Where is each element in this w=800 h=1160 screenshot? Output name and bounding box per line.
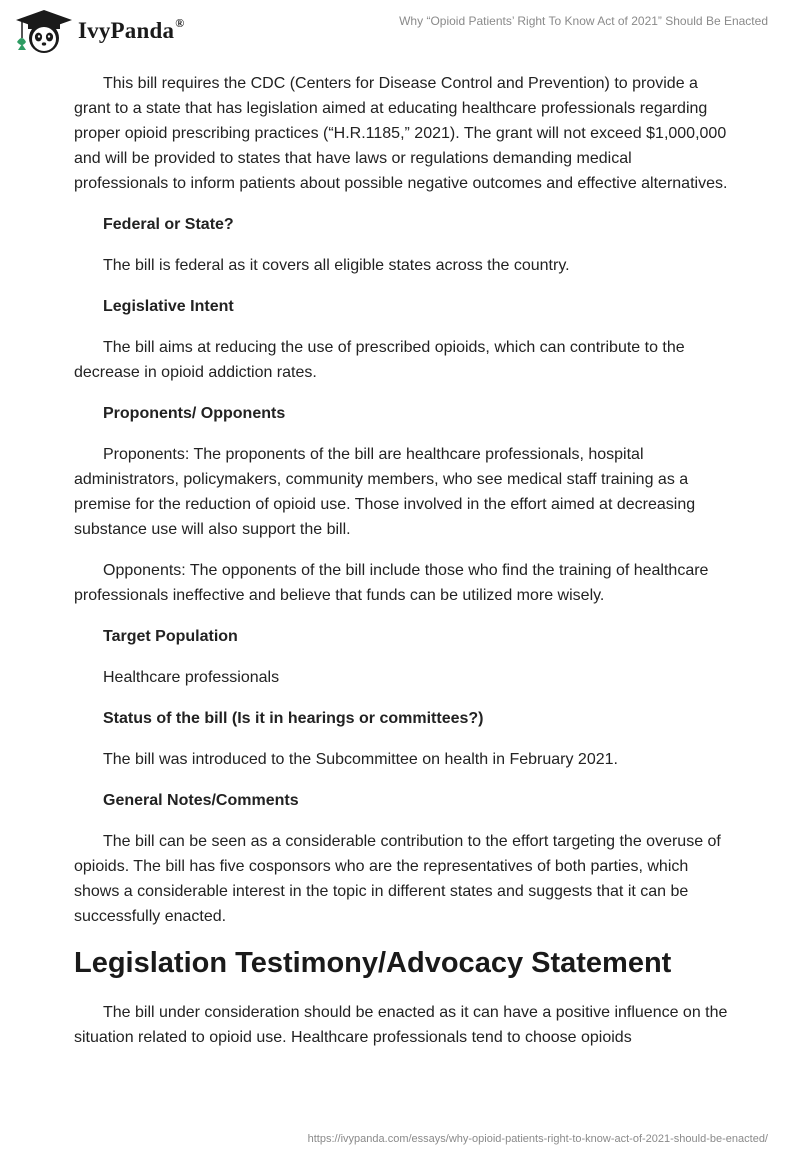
ivypanda-logo[interactable]: [14, 8, 214, 56]
paragraph-bill-requirements: This bill requires the CDC (Centers for Disease Control and Prevention) to provide a grant to a state that has legislation aimed at educating healthcare professionals regarding proper opioid prescribing practices (“H.R.1185,” 2021). The grant will not exceed $1,000,000 and will be provided to states that have laws or regulations demanding medical professionals to inform patients about possible negative outcomes and effective alternatives.: [74, 75, 728, 192]
paragraph-testimony: The bill under consideration should be enacted as it can have a positive influence on the situation related to opioid use. Healthcare professionals tend to choose opioids: [74, 1004, 728, 1046]
paragraph-status: The bill was introduced to the Subcommittee on health in February 2021.: [103, 751, 618, 768]
subheading-general-notes: General Notes/Comments: [103, 792, 299, 809]
paragraph-target-population: Healthcare professionals: [103, 669, 280, 686]
paragraph-federal: The bill is federal as it covers all eligible states across the country.: [103, 257, 570, 274]
section-heading-testimony: Legislation Testimony/Advocacy Statement: [74, 947, 672, 979]
subheading-status-of-bill: Status of the bill (Is it in hearings or committees?): [103, 710, 484, 727]
paragraph-opponents: Opponents: The opponents of the bill include those who find the training of healthcare professionals ineffective and believe that funds can be utilized more wisely.: [74, 562, 709, 604]
brand-name: IvyPanda®: [78, 16, 185, 43]
source-url[interactable]: https://ivypanda.com/essays/why-opioid-patients-right-to-know-act-of-2021-should-be-enacted/: [307, 1133, 768, 1145]
document-title: Why “Opioid Patients’ Right To Know Act of 2021” Should Be Enacted: [399, 14, 768, 28]
paragraph-general-notes: The bill can be seen as a considerable contribution to the effort targeting the overuse of opioids. The bill has five cosponsors who are the representatives of both parties, which shows a considerable interest in the topic in different states and suggests that it can be successfully enacted.: [74, 833, 721, 925]
subheading-proponents-opponents: Proponents/ Opponents: [103, 405, 286, 422]
essay-body: [74, 71, 730, 1066]
subheading-target-population: Target Population: [103, 628, 238, 645]
subheading-legislative-intent: Legislative Intent: [103, 298, 234, 315]
page-header: [0, 0, 800, 62]
paragraph-proponents: Proponents: The proponents of the bill are healthcare professionals, hospital administrators, policymakers, community members, who see medical staff training as a premise for the reduction of opioid use. Those involved in the effort aimed at decreasing substance use will also support the bill.: [74, 446, 696, 538]
subheading-federal-or-state: Federal or State?: [103, 216, 234, 233]
panda-graduate-icon: [14, 8, 74, 56]
paragraph-legislative-intent: The bill aims at reducing the use of prescribed opioids, which can contribute to the decrease in opioid addiction rates.: [74, 339, 685, 381]
